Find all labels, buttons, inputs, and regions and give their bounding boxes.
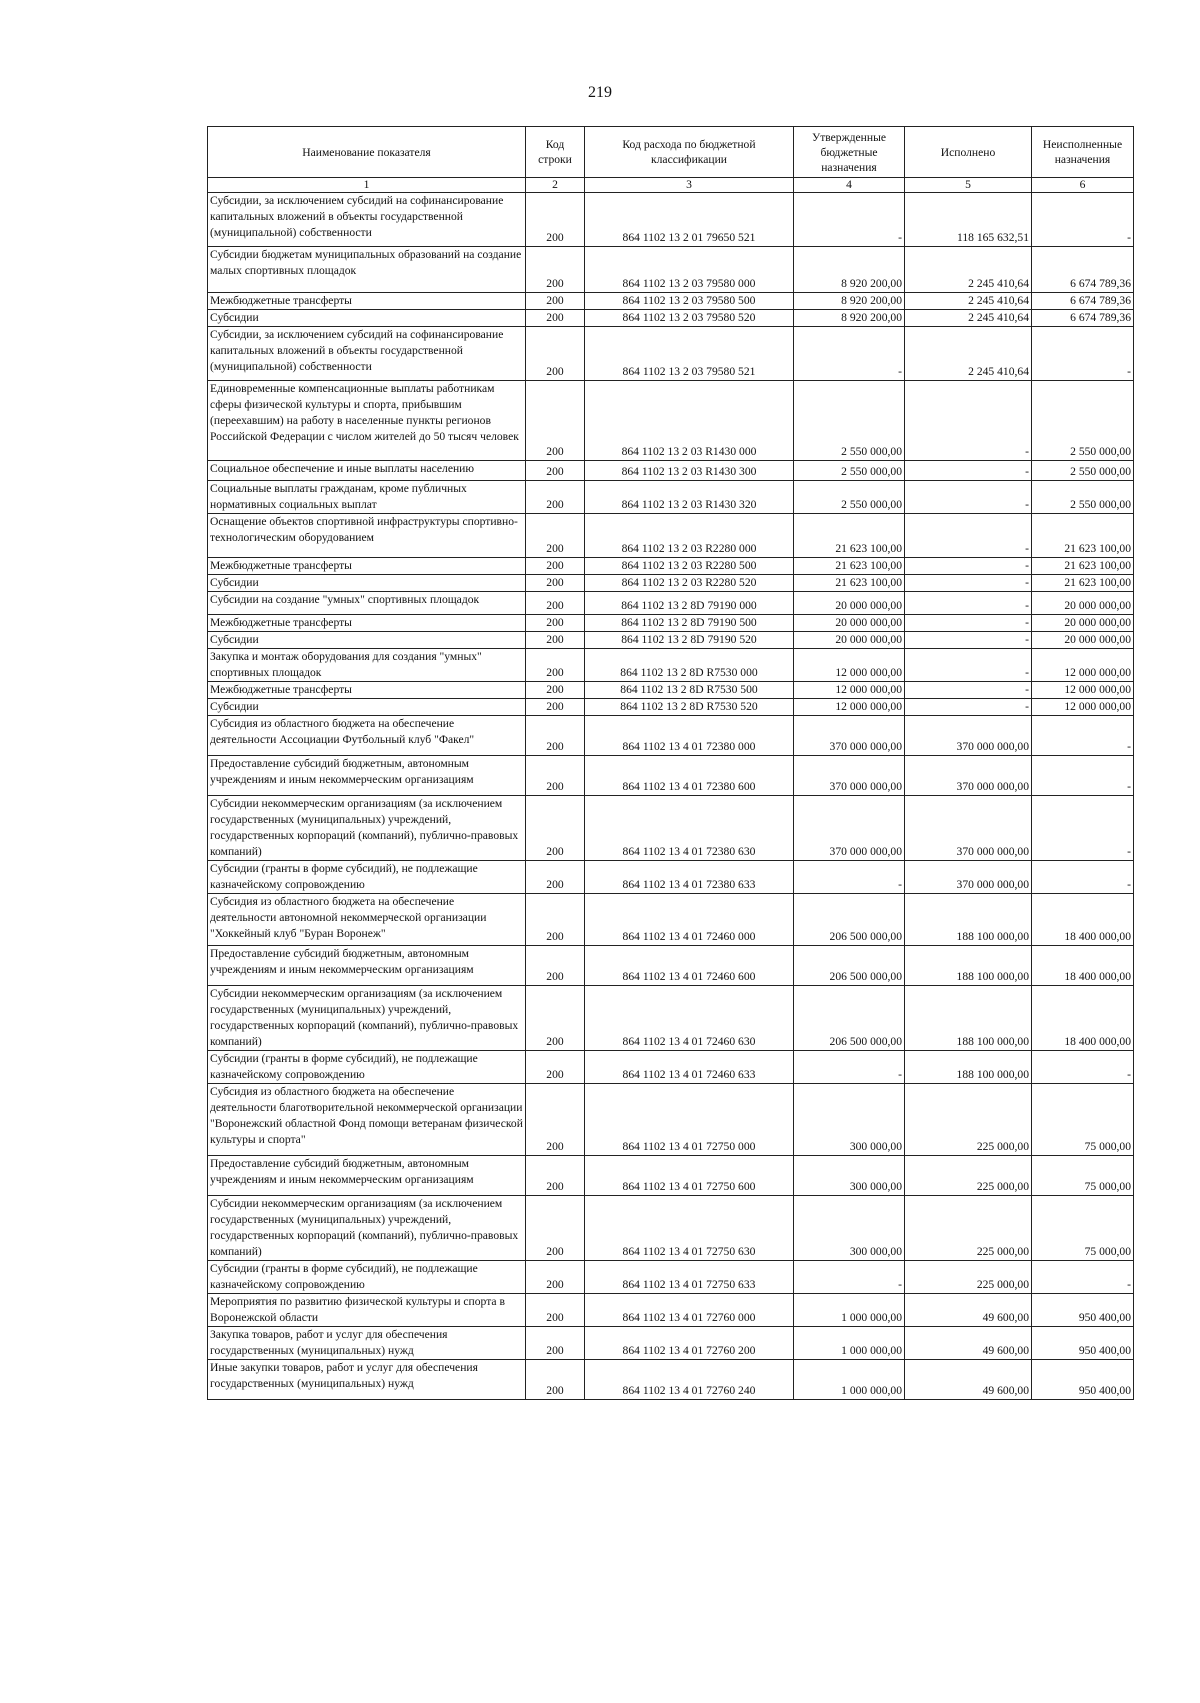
- row-expense-code: 864 1102 13 4 01 72460 000: [585, 894, 794, 946]
- row-line-code: 200: [526, 986, 585, 1051]
- header-executed: Исполнено: [905, 127, 1032, 178]
- row-approved-amount: 370 000 000,00: [794, 796, 905, 861]
- row-expense-code: 864 1102 13 2 8D 79190 520: [585, 632, 794, 649]
- table-row: [208, 796, 1134, 861]
- table-row: [208, 946, 1134, 986]
- row-executed-amount: 118 165 632,51: [905, 193, 1032, 247]
- row-line-code: 200: [526, 327, 585, 381]
- row-expense-code: 864 1102 13 2 03 R1430 000: [585, 381, 794, 461]
- row-name: Субсидии: [208, 632, 526, 649]
- row-name: Социальное обеспечение и иные выплаты населению: [208, 461, 526, 481]
- table-body: [208, 193, 1134, 1400]
- row-name: Предоставление субсидий бюджетным, автономным учреждениям и иным некоммерческим организациям: [208, 946, 526, 986]
- row-line-code: 200: [526, 699, 585, 716]
- row-executed-amount: 370 000 000,00: [905, 861, 1032, 894]
- row-unexecuted-amount: -: [1032, 756, 1134, 796]
- row-expense-code: 864 1102 13 2 03 79580 521: [585, 327, 794, 381]
- row-approved-amount: -: [794, 861, 905, 894]
- row-unexecuted-amount: 21 623 100,00: [1032, 558, 1134, 575]
- row-line-code: 200: [526, 1084, 585, 1156]
- row-line-code: 200: [526, 796, 585, 861]
- row-approved-amount: 370 000 000,00: [794, 716, 905, 756]
- row-unexecuted-amount: 20 000 000,00: [1032, 615, 1134, 632]
- table-row: [208, 1084, 1134, 1156]
- column-number: 5: [905, 178, 1032, 193]
- row-expense-code: 864 1102 13 2 8D R7530 520: [585, 699, 794, 716]
- row-executed-amount: -: [905, 699, 1032, 716]
- row-executed-amount: 188 100 000,00: [905, 986, 1032, 1051]
- row-name: Межбюджетные трансферты: [208, 682, 526, 699]
- row-name: Социальные выплаты гражданам, кроме публичных нормативных социальных выплат: [208, 481, 526, 514]
- row-expense-code: 864 1102 13 2 03 79580 500: [585, 293, 794, 310]
- table-row: [208, 1156, 1134, 1196]
- row-executed-amount: -: [905, 481, 1032, 514]
- row-expense-code: 864 1102 13 2 03 79580 000: [585, 247, 794, 293]
- row-approved-amount: 206 500 000,00: [794, 946, 905, 986]
- row-executed-amount: -: [905, 461, 1032, 481]
- row-name: Субсидии некоммерческим организациям (за исключением государственных (муниципальных) учреждений, государственных корпораций (компаний), публично-правовых компаний): [208, 796, 526, 861]
- row-unexecuted-amount: 12 000 000,00: [1032, 699, 1134, 716]
- row-expense-code: 864 1102 13 4 01 72460 630: [585, 986, 794, 1051]
- row-executed-amount: -: [905, 592, 1032, 615]
- row-expense-code: 864 1102 13 2 8D R7530 000: [585, 649, 794, 682]
- row-unexecuted-amount: 75 000,00: [1032, 1196, 1134, 1261]
- budget-execution-table: [207, 126, 1134, 1400]
- row-approved-amount: 21 623 100,00: [794, 514, 905, 558]
- row-approved-amount: 8 920 200,00: [794, 310, 905, 327]
- row-expense-code: 864 1102 13 2 03 79580 520: [585, 310, 794, 327]
- row-name: Субсидии некоммерческим организациям (за исключением государственных (муниципальных) учреждений, государственных корпораций (компаний), публично-правовых компаний): [208, 986, 526, 1051]
- row-executed-amount: -: [905, 558, 1032, 575]
- row-name: Межбюджетные трансферты: [208, 558, 526, 575]
- row-unexecuted-amount: -: [1032, 1261, 1134, 1294]
- table-row: [208, 193, 1134, 247]
- row-executed-amount: -: [905, 575, 1032, 592]
- row-name: Субсидии (гранты в форме субсидий), не подлежащие казначейскому сопровождению: [208, 861, 526, 894]
- row-unexecuted-amount: -: [1032, 327, 1134, 381]
- row-unexecuted-amount: 20 000 000,00: [1032, 632, 1134, 649]
- row-executed-amount: 370 000 000,00: [905, 756, 1032, 796]
- table-row: [208, 1196, 1134, 1261]
- table-row: [208, 716, 1134, 756]
- row-expense-code: 864 1102 13 4 01 72750 630: [585, 1196, 794, 1261]
- table-row: [208, 514, 1134, 558]
- row-approved-amount: -: [794, 327, 905, 381]
- row-unexecuted-amount: 20 000 000,00: [1032, 592, 1134, 615]
- row-name: Мероприятия по развитию физической культуры и спорта в Воронежской области: [208, 1294, 526, 1327]
- row-approved-amount: 206 500 000,00: [794, 986, 905, 1051]
- column-number: 2: [526, 178, 585, 193]
- row-name: Закупка товаров, работ и услуг для обеспечения государственных (муниципальных) нужд: [208, 1327, 526, 1360]
- row-expense-code: 864 1102 13 4 01 72380 630: [585, 796, 794, 861]
- row-executed-amount: 370 000 000,00: [905, 796, 1032, 861]
- row-name: Субсидии бюджетам муниципальных образований на создание малых спортивных площадок: [208, 247, 526, 293]
- row-expense-code: 864 1102 13 2 8D 79190 500: [585, 615, 794, 632]
- row-expense-code: 864 1102 13 4 01 72750 633: [585, 1261, 794, 1294]
- row-executed-amount: 225 000,00: [905, 1156, 1032, 1196]
- row-name: Предоставление субсидий бюджетным, автономным учреждениям и иным некоммерческим организациям: [208, 1156, 526, 1196]
- table-row: [208, 310, 1134, 327]
- row-approved-amount: 2 550 000,00: [794, 481, 905, 514]
- row-line-code: 200: [526, 1051, 585, 1084]
- row-line-code: 200: [526, 1261, 585, 1294]
- row-approved-amount: 2 550 000,00: [794, 461, 905, 481]
- table-row: [208, 1261, 1134, 1294]
- row-approved-amount: 20 000 000,00: [794, 632, 905, 649]
- row-expense-code: 864 1102 13 4 01 72750 600: [585, 1156, 794, 1196]
- row-line-code: 200: [526, 1156, 585, 1196]
- table-row: [208, 632, 1134, 649]
- row-approved-amount: 300 000,00: [794, 1084, 905, 1156]
- row-executed-amount: 2 245 410,64: [905, 310, 1032, 327]
- row-executed-amount: -: [905, 615, 1032, 632]
- row-expense-code: 864 1102 13 2 03 R2280 000: [585, 514, 794, 558]
- row-line-code: 200: [526, 861, 585, 894]
- row-line-code: 200: [526, 247, 585, 293]
- row-line-code: 200: [526, 481, 585, 514]
- row-line-code: 200: [526, 461, 585, 481]
- row-approved-amount: 20 000 000,00: [794, 615, 905, 632]
- row-name: Субсидии на создание "умных" спортивных площадок: [208, 592, 526, 615]
- header-line-code: Код строки: [526, 127, 585, 178]
- row-line-code: 200: [526, 756, 585, 796]
- row-executed-amount: 225 000,00: [905, 1084, 1032, 1156]
- row-unexecuted-amount: 6 674 789,36: [1032, 293, 1134, 310]
- row-line-code: 200: [526, 575, 585, 592]
- row-unexecuted-amount: -: [1032, 193, 1134, 247]
- row-approved-amount: 1 000 000,00: [794, 1360, 905, 1400]
- row-unexecuted-amount: 21 623 100,00: [1032, 514, 1134, 558]
- column-number: 4: [794, 178, 905, 193]
- column-number: 6: [1032, 178, 1134, 193]
- row-executed-amount: 49 600,00: [905, 1327, 1032, 1360]
- row-name: Субсидии: [208, 310, 526, 327]
- row-approved-amount: 12 000 000,00: [794, 699, 905, 716]
- row-approved-amount: 370 000 000,00: [794, 756, 905, 796]
- table-row: [208, 1327, 1134, 1360]
- row-expense-code: 864 1102 13 4 01 72380 600: [585, 756, 794, 796]
- row-unexecuted-amount: 950 400,00: [1032, 1327, 1134, 1360]
- row-unexecuted-amount: 950 400,00: [1032, 1360, 1134, 1400]
- table-row: [208, 247, 1134, 293]
- row-executed-amount: 188 100 000,00: [905, 1051, 1032, 1084]
- row-expense-code: 864 1102 13 4 01 72460 600: [585, 946, 794, 986]
- page-number: 219: [588, 84, 612, 101]
- row-executed-amount: 2 245 410,64: [905, 247, 1032, 293]
- row-unexecuted-amount: -: [1032, 716, 1134, 756]
- row-approved-amount: 12 000 000,00: [794, 649, 905, 682]
- row-approved-amount: -: [794, 193, 905, 247]
- row-name: Субсидия из областного бюджета на обеспечение деятельности благотворительной некоммерческой организации "Воронежский областной Фонд помощи ветеранам физической культуры и спорта": [208, 1084, 526, 1156]
- row-unexecuted-amount: 21 623 100,00: [1032, 575, 1134, 592]
- column-number: 1: [208, 178, 526, 193]
- row-expense-code: 864 1102 13 4 01 72760 000: [585, 1294, 794, 1327]
- row-executed-amount: -: [905, 381, 1032, 461]
- row-name: Единовременные компенсационные выплаты работникам сферы физической культуры и спорта, прибывшим (переехавшим) на работу в населенные пункты регионов Российской Федерации с числом жителей до 50 тысяч человек: [208, 381, 526, 461]
- row-line-code: 200: [526, 615, 585, 632]
- row-name: Закупка и монтаж оборудования для создания "умных" спортивных площадок: [208, 649, 526, 682]
- row-name: Субсидия из областного бюджета на обеспечение деятельности Ассоциации Футбольный клуб "Факел": [208, 716, 526, 756]
- header-expense-code: Код расхода по бюджетной классификации: [585, 127, 794, 178]
- row-expense-code: 864 1102 13 4 01 72760 200: [585, 1327, 794, 1360]
- table-row: [208, 1360, 1134, 1400]
- header-indicator-name: Наименование показателя: [208, 127, 526, 178]
- row-executed-amount: -: [905, 514, 1032, 558]
- row-unexecuted-amount: 2 550 000,00: [1032, 481, 1134, 514]
- row-line-code: 200: [526, 310, 585, 327]
- row-line-code: 200: [526, 946, 585, 986]
- row-name: Оснащение объектов спортивной инфраструктуры спортивно-технологическим оборудованием: [208, 514, 526, 558]
- row-executed-amount: 225 000,00: [905, 1196, 1032, 1261]
- header-approved: Утвержденные бюджетные назначения: [794, 127, 905, 178]
- row-approved-amount: 2 550 000,00: [794, 381, 905, 461]
- row-unexecuted-amount: 2 550 000,00: [1032, 461, 1134, 481]
- row-executed-amount: 188 100 000,00: [905, 894, 1032, 946]
- row-executed-amount: 370 000 000,00: [905, 716, 1032, 756]
- row-executed-amount: 49 600,00: [905, 1360, 1032, 1400]
- row-expense-code: 864 1102 13 2 8D R7530 500: [585, 682, 794, 699]
- table-row: [208, 986, 1134, 1051]
- row-line-code: 200: [526, 514, 585, 558]
- table-row: [208, 1051, 1134, 1084]
- row-line-code: 200: [526, 894, 585, 946]
- row-unexecuted-amount: 18 400 000,00: [1032, 986, 1134, 1051]
- row-expense-code: 864 1102 13 4 01 72750 000: [585, 1084, 794, 1156]
- row-executed-amount: -: [905, 649, 1032, 682]
- table-row: [208, 861, 1134, 894]
- row-expense-code: 864 1102 13 2 03 R2280 520: [585, 575, 794, 592]
- header-unexecuted: Неисполненные назначения: [1032, 127, 1134, 178]
- row-unexecuted-amount: -: [1032, 1051, 1134, 1084]
- table-row: [208, 894, 1134, 946]
- table-row: [208, 592, 1134, 615]
- row-unexecuted-amount: 12 000 000,00: [1032, 649, 1134, 682]
- row-line-code: 200: [526, 682, 585, 699]
- row-name: Межбюджетные трансферты: [208, 293, 526, 310]
- row-approved-amount: 21 623 100,00: [794, 575, 905, 592]
- table-row: [208, 682, 1134, 699]
- row-name: Субсидии некоммерческим организациям (за исключением государственных (муниципальных) учреждений, государственных корпораций (компаний), публично-правовых компаний): [208, 1196, 526, 1261]
- row-approved-amount: -: [794, 1051, 905, 1084]
- column-number-row: [208, 178, 1134, 193]
- row-name: Субсидии (гранты в форме субсидий), не подлежащие казначейскому сопровождению: [208, 1051, 526, 1084]
- row-expense-code: 864 1102 13 4 01 72760 240: [585, 1360, 794, 1400]
- row-expense-code: 864 1102 13 4 01 72380 633: [585, 861, 794, 894]
- row-executed-amount: 2 245 410,64: [905, 293, 1032, 310]
- row-expense-code: 864 1102 13 2 03 R1430 300: [585, 461, 794, 481]
- row-approved-amount: 8 920 200,00: [794, 293, 905, 310]
- row-name: Субсидии (гранты в форме субсидий), не подлежащие казначейскому сопровождению: [208, 1261, 526, 1294]
- table-row: [208, 461, 1134, 481]
- row-name: Межбюджетные трансферты: [208, 615, 526, 632]
- row-line-code: 200: [526, 592, 585, 615]
- row-unexecuted-amount: 18 400 000,00: [1032, 894, 1134, 946]
- row-line-code: 200: [526, 293, 585, 310]
- column-number: 3: [585, 178, 794, 193]
- row-expense-code: 864 1102 13 4 01 72460 633: [585, 1051, 794, 1084]
- table-row: [208, 575, 1134, 592]
- row-executed-amount: -: [905, 682, 1032, 699]
- row-name: Субсидии, за исключением субсидий на софинансирование капитальных вложений в объекты государственной (муниципальной) собственности: [208, 193, 526, 247]
- row-approved-amount: 300 000,00: [794, 1196, 905, 1261]
- row-unexecuted-amount: 75 000,00: [1032, 1156, 1134, 1196]
- table-row: [208, 649, 1134, 682]
- table-row: [208, 756, 1134, 796]
- row-executed-amount: 188 100 000,00: [905, 946, 1032, 986]
- row-name: Субсидия из областного бюджета на обеспечение деятельности автономной некоммерческой организации "Хоккейный клуб "Буран Воронеж": [208, 894, 526, 946]
- row-expense-code: 864 1102 13 4 01 72380 000: [585, 716, 794, 756]
- row-line-code: 200: [526, 716, 585, 756]
- row-expense-code: 864 1102 13 2 01 79650 521: [585, 193, 794, 247]
- row-line-code: 200: [526, 1294, 585, 1327]
- header-row: [208, 127, 1134, 178]
- row-line-code: 200: [526, 632, 585, 649]
- row-approved-amount: 1 000 000,00: [794, 1327, 905, 1360]
- row-approved-amount: 12 000 000,00: [794, 682, 905, 699]
- row-approved-amount: 1 000 000,00: [794, 1294, 905, 1327]
- row-name: Предоставление субсидий бюджетным, автономным учреждениям и иным некоммерческим организациям: [208, 756, 526, 796]
- row-line-code: 200: [526, 381, 585, 461]
- row-name: Субсидии: [208, 575, 526, 592]
- row-unexecuted-amount: 12 000 000,00: [1032, 682, 1134, 699]
- row-executed-amount: 225 000,00: [905, 1261, 1032, 1294]
- row-unexecuted-amount: 2 550 000,00: [1032, 381, 1134, 461]
- table-row: [208, 699, 1134, 716]
- row-expense-code: 864 1102 13 2 03 R1430 320: [585, 481, 794, 514]
- row-approved-amount: -: [794, 1261, 905, 1294]
- row-unexecuted-amount: 18 400 000,00: [1032, 946, 1134, 986]
- table-row: [208, 481, 1134, 514]
- row-name: Иные закупки товаров, работ и услуг для обеспечения государственных (муниципальных) нужд: [208, 1360, 526, 1400]
- table-row: [208, 558, 1134, 575]
- row-line-code: 200: [526, 1196, 585, 1261]
- row-unexecuted-amount: -: [1032, 796, 1134, 861]
- row-approved-amount: 21 623 100,00: [794, 558, 905, 575]
- row-unexecuted-amount: 6 674 789,36: [1032, 247, 1134, 293]
- row-approved-amount: 20 000 000,00: [794, 592, 905, 615]
- row-line-code: 200: [526, 193, 585, 247]
- table-row: [208, 1294, 1134, 1327]
- row-line-code: 200: [526, 558, 585, 575]
- row-line-code: 200: [526, 649, 585, 682]
- table-row: [208, 615, 1134, 632]
- row-line-code: 200: [526, 1360, 585, 1400]
- row-approved-amount: 300 000,00: [794, 1156, 905, 1196]
- table-row: [208, 381, 1134, 461]
- row-approved-amount: 8 920 200,00: [794, 247, 905, 293]
- row-unexecuted-amount: 6 674 789,36: [1032, 310, 1134, 327]
- table-row: [208, 327, 1134, 381]
- row-executed-amount: 2 245 410,64: [905, 327, 1032, 381]
- row-expense-code: 864 1102 13 2 03 R2280 500: [585, 558, 794, 575]
- row-unexecuted-amount: -: [1032, 861, 1134, 894]
- row-expense-code: 864 1102 13 2 8D 79190 000: [585, 592, 794, 615]
- row-name: Субсидии, за исключением субсидий на софинансирование капитальных вложений в объекты государственной (муниципальной) собственности: [208, 327, 526, 381]
- row-unexecuted-amount: 950 400,00: [1032, 1294, 1134, 1327]
- row-executed-amount: 49 600,00: [905, 1294, 1032, 1327]
- row-executed-amount: -: [905, 632, 1032, 649]
- row-unexecuted-amount: 75 000,00: [1032, 1084, 1134, 1156]
- table-row: [208, 293, 1134, 310]
- row-name: Субсидии: [208, 699, 526, 716]
- row-approved-amount: 206 500 000,00: [794, 894, 905, 946]
- row-line-code: 200: [526, 1327, 585, 1360]
